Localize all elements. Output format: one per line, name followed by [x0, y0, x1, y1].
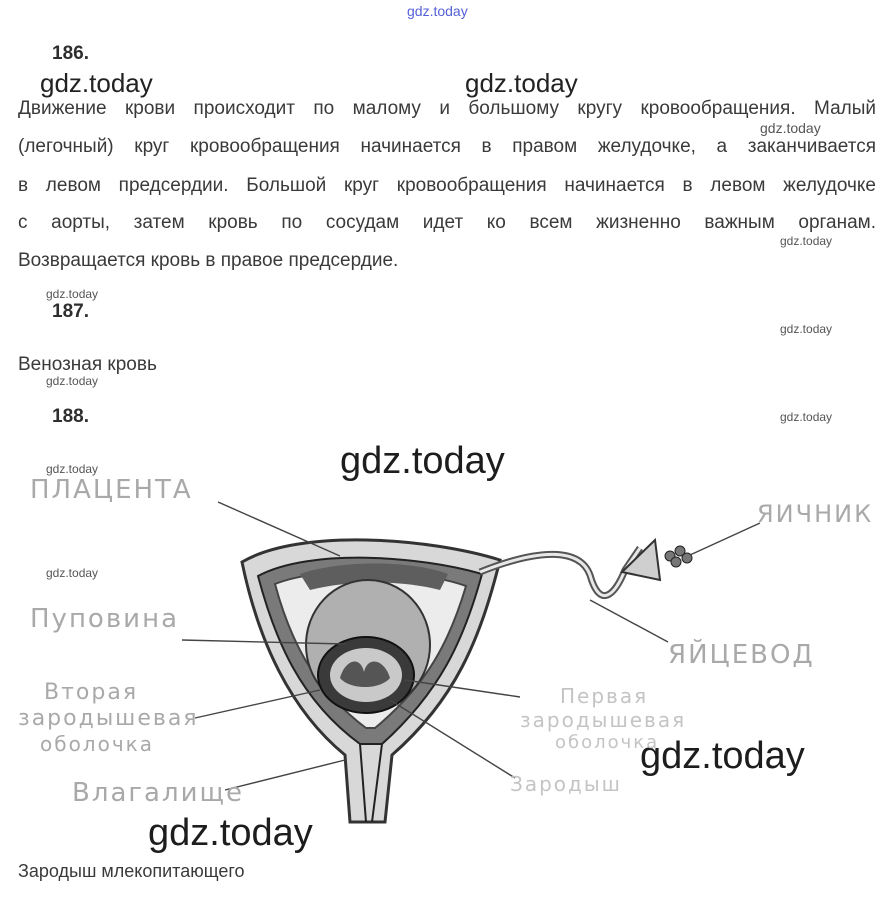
task-186-line: в левом предсердии. Большой круг кровообращения начинается в левом желудочке	[18, 175, 876, 196]
task-187-number: 187.	[52, 301, 89, 322]
task-188-caption: Зародыш млекопитающего	[18, 861, 245, 881]
task-186-number: 186.	[52, 43, 89, 64]
label-first-membrane: Первая	[560, 684, 649, 708]
watermark: gdz.today	[46, 374, 99, 388]
task-187-answer: Венозная кровь	[18, 354, 157, 375]
watermark: gdz.today	[46, 287, 99, 301]
task-186-line: с аорты, затем кровь по сосудам идет ко всем жизненно важным органам.	[18, 212, 876, 233]
watermark: gdz.today	[148, 812, 313, 854]
task-186-line: Движение крови происходит по малому и большому кругу кровообращения. Малый	[18, 98, 876, 119]
label-umbilical: Пуповина	[30, 604, 179, 634]
watermark-top: gdz.today	[407, 3, 468, 19]
label-placenta: ПЛАЦЕНТА	[30, 475, 193, 505]
label-first-membrane: зародышевая	[520, 708, 687, 732]
task-188-number: 188.	[52, 406, 89, 427]
watermark: gdz.today	[760, 120, 821, 136]
label-second-membrane: Вторая	[44, 680, 139, 705]
label-second-membrane: оболочка	[40, 732, 154, 756]
watermark: gdz.today	[465, 68, 578, 98]
label-vagina: Влагалище	[72, 778, 244, 808]
watermark: gdz.today	[46, 462, 99, 476]
watermark: gdz.today	[780, 322, 833, 336]
label-ovary: ЯИЧНИК	[757, 500, 874, 528]
watermark: gdz.today	[40, 68, 153, 98]
label-second-membrane: зародышевая	[18, 706, 199, 731]
label-embryo: Зародыш	[510, 772, 622, 796]
watermark: gdz.today	[340, 440, 505, 482]
label-first-membrane: оболочка	[555, 732, 660, 753]
task-186-line: Возвращается кровь в правое предсердие.	[18, 250, 399, 271]
watermark: gdz.today	[46, 566, 99, 580]
watermark: gdz.today	[640, 735, 805, 777]
label-oviduct: ЯЙЦЕВОД	[668, 640, 815, 670]
watermark: gdz.today	[780, 410, 833, 424]
watermark: gdz.today	[780, 234, 833, 248]
task-186-line: (легочный) круг кровообращения начинается в правом желудочке, а заканчивается	[18, 136, 876, 157]
